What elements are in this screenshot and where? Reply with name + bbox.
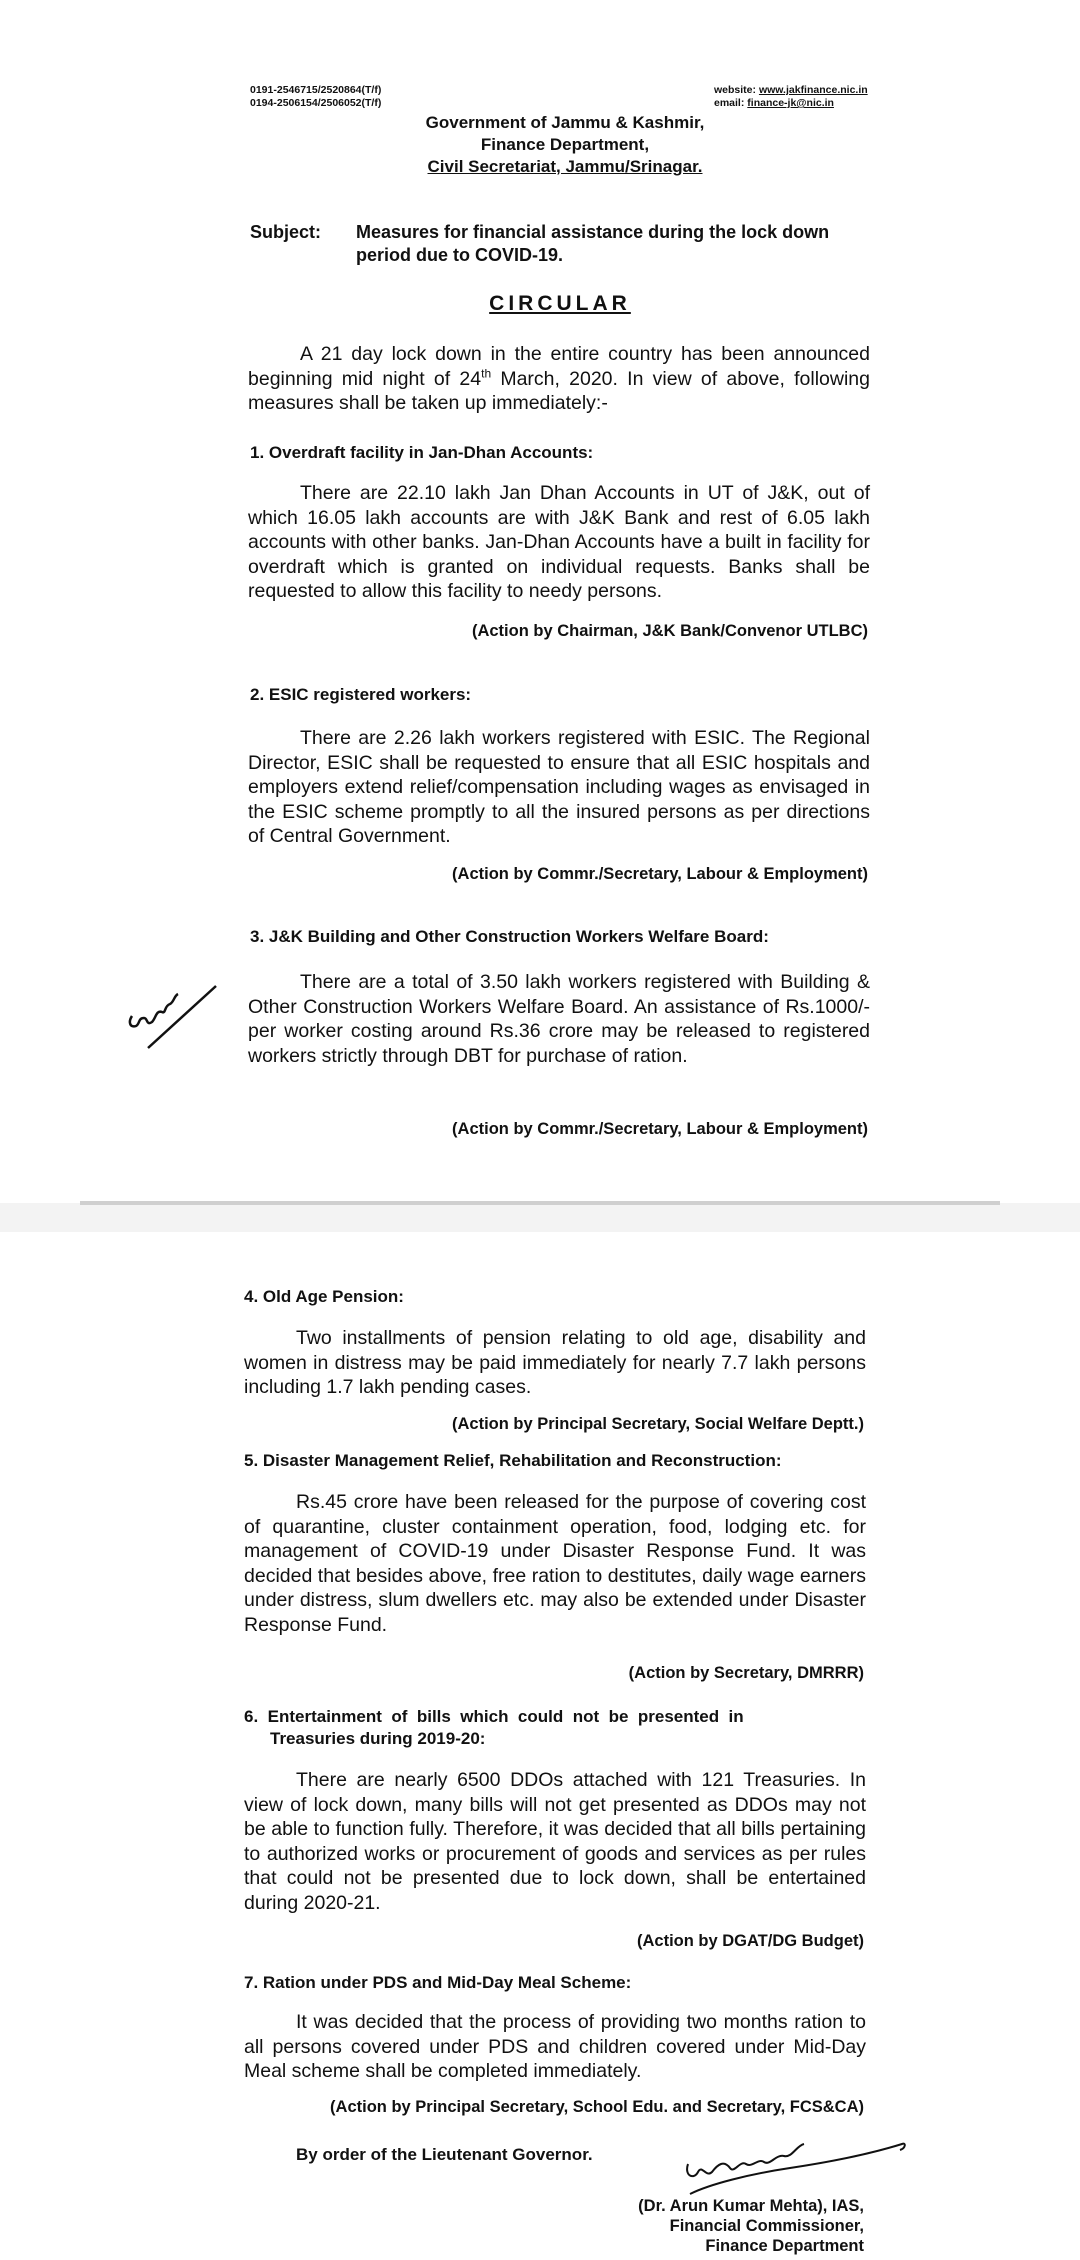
section-6-heading-line-2: Treasuries during 2019-20: bbox=[270, 1729, 486, 1748]
subject-line-1: Measures for financial assistance during the lock down bbox=[356, 222, 830, 242]
letterhead-org bbox=[360, 112, 770, 178]
section-2-body: There are 2.26 lakh workers registered with ESIC. The Regional Director, ESIC shall be requested to ensure that all ESIC hospitals and employers extend relief/compensation including wages as envisaged in the ESIC scheme promptly to all the insured persons as per directions of Central Government. bbox=[248, 727, 870, 847]
signature-block bbox=[560, 2196, 864, 2256]
phone-numbers bbox=[250, 84, 381, 110]
signatory-dept: Finance Department bbox=[705, 2237, 864, 2255]
section-1-heading: 1. Overdraft facility in Jan-Dhan Accounts: bbox=[250, 443, 594, 462]
section-4-body: Two installments of pension relating to old age, disability and women in distress may be paid immediately for nearly 7.7 lakh persons including 1.7 lakh pending cases. bbox=[244, 1327, 866, 1398]
intro-sup: th bbox=[481, 366, 492, 380]
web-contacts bbox=[714, 84, 868, 110]
section-4-heading: 4. Old Age Pension: bbox=[244, 1287, 404, 1306]
section-1-body: There are 22.10 lakh Jan Dhan Accounts in UT of J&K, out of which 16.05 lakh accounts are with J&K Bank and rest of 6.05 lakh accounts with other banks. Jan-Dhan Accounts have a built in facility for overdraft which is granted on individual requests. Banks shall be requested to allow this facility to needy persons. bbox=[248, 482, 870, 602]
section-2-heading: 2. ESIC registered workers: bbox=[250, 685, 472, 704]
subject-text bbox=[356, 221, 876, 267]
section-3-text bbox=[248, 970, 870, 1068]
section-5-body: Rs.45 crore have been released for the purpose of covering cost of quarantine, cluster containment operation, food, lodging etc. for management of COVID-19 under Disaster Response Fund. It was decided that besides above, free ration to destitutes, daily wage earners under distress, slum dwellers etc. may also be extended under Disaster Response Fund. bbox=[244, 1491, 866, 1636]
section-6-heading-line-1: 6. Entertainment of bills which could not be presented in bbox=[244, 1707, 744, 1726]
section-7-body: It was decided that the process of providing two months ration to all persons covered under PDS and children covered under Mid-Day Meal scheme shall be completed immediately. bbox=[244, 2011, 866, 2082]
section-2-text bbox=[248, 726, 870, 849]
initials-signature-icon bbox=[120, 960, 220, 1060]
phone-line-1: 0191-2546715/2520864(T/f) bbox=[250, 84, 382, 96]
section-3-action: (Action by Commr./Secretary, Labour & Employment) bbox=[452, 1120, 868, 1138]
signatory-title: Financial Commissioner, bbox=[669, 2217, 864, 2235]
section-6-heading bbox=[244, 1706, 866, 1750]
email-label: email: bbox=[714, 97, 745, 109]
intro-paragraph bbox=[248, 342, 870, 416]
section-7-text bbox=[244, 2010, 866, 2084]
website-link[interactable]: www.jakfinance.nic.in bbox=[758, 84, 868, 96]
phone-line-2: 0194-2506154/2506052(T/f) bbox=[250, 97, 382, 109]
closing-line: By order of the Lieutenant Governor. bbox=[296, 2145, 593, 2164]
section-4-action: (Action by Principal Secretary, Social Welfare Deptt.) bbox=[451, 1415, 864, 1433]
org-line-3: Civil Secretariat, Jammu/Srinagar. bbox=[427, 157, 703, 176]
section-5-action: (Action by Secretary, DMRRR) bbox=[628, 1664, 864, 1682]
org-line-1: Government of Jammu & Kashmir, bbox=[425, 113, 705, 132]
section-1-action: (Action by Chairman, J&K Bank/Convenor UTLBC) bbox=[471, 622, 868, 640]
document-page-2 bbox=[0, 1232, 1080, 2260]
intro-pre: A 21 day lock down in the entire country has been announced beginning mid night of 24 bbox=[248, 343, 870, 390]
website-label: website: bbox=[714, 84, 757, 96]
org-line-2: Finance Department, bbox=[480, 135, 650, 154]
section-7-heading: 7. Ration under PDS and Mid-Day Meal Scheme: bbox=[244, 1973, 632, 1992]
signatory-name: (Dr. Arun Kumar Mehta), IAS, bbox=[638, 2197, 864, 2215]
section-5-text bbox=[244, 1490, 866, 1637]
section-3-heading: 3. J&K Building and Other Construction Workers Welfare Board: bbox=[250, 927, 769, 946]
section-4-text bbox=[244, 1326, 866, 1400]
section-6-body: There are nearly 6500 DDOs attached with 121 Treasuries. In view of lock down, many bills will not get presented as DDOs may not be able to function fully. Therefore, it was decided that all bills pertaining to authorized works or procurement of goods and services as per rules that could not be presented due to lock down, shall be entertained during 2020-21. bbox=[244, 1769, 866, 1914]
intro-post: March, 2020. In view of above, following measures shall be taken up immediately:- bbox=[248, 367, 870, 414]
subject-label: Subject: bbox=[250, 222, 322, 242]
section-3-body: There are a total of 3.50 lakh workers registered with Building & Other Construction Workers Welfare Board. An assistance of Rs.1000/- per worker costing around Rs.36 crore may be released to registered workers strictly through DBT for purchase of ration. bbox=[248, 971, 870, 1067]
section-2-action: (Action by Commr./Secretary, Labour & Employment) bbox=[452, 865, 868, 883]
circular-title: CIRCULAR bbox=[489, 292, 631, 315]
section-7-action: (Action by Principal Secretary, School Edu. and Secretary, FCS&CA) bbox=[330, 2098, 864, 2116]
section-6-action: (Action by DGAT/DG Budget) bbox=[636, 1932, 864, 1950]
page-separator bbox=[80, 1201, 1000, 1205]
section-1-text bbox=[248, 481, 870, 604]
section-5-heading: 5. Disaster Management Relief, Rehabilitation and Reconstruction: bbox=[244, 1451, 782, 1470]
email-link[interactable]: finance-jk@nic.in bbox=[747, 97, 834, 109]
subject-line-2: period due to COVID-19. bbox=[356, 245, 564, 265]
section-6-text bbox=[244, 1768, 866, 1915]
